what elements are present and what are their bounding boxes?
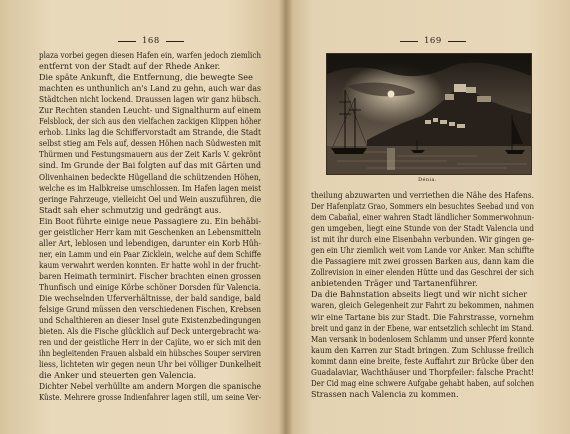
text-line: welche es im Halbkreise umschlossen. Im Hafen lagen meist: [39, 182, 261, 193]
text-line: die Anker und steuerten gen Valencia.: [39, 370, 197, 381]
text-line: Küste. Mehrere grosse Indienfahrer lagen still, um seine Ver-: [39, 392, 261, 403]
left-page-body-text: [39, 50, 261, 404]
left-page-header: [118, 36, 184, 46]
engraving-image: [327, 54, 531, 174]
text-line: baren Heimath terminirt. Fischer brachten einen grossen: [39, 270, 261, 281]
text-line: anbietenden Träger und Tartanenführer.: [311, 278, 478, 289]
text-line: aller Art, leblosen und lebendigen, darunter ein Korb Hüh-: [39, 237, 261, 248]
text-line: Zollrevision in einer elenden Hütte und das Geschrei der sich: [311, 267, 534, 278]
right-page-number: 169: [424, 36, 442, 46]
text-line: und Schalthieren an dieser Insel gute Existenzbedingungen: [39, 315, 261, 326]
text-line: waren, gleich Gelegenheit zur Fahrt zu bekommen, nahmen: [311, 300, 534, 311]
text-line: theilung abzuwarten und verriethen die Nähe des Hafens.: [311, 190, 534, 200]
text-line: Stadt sah eher schmutzig und gedrängt aus.: [39, 204, 222, 215]
text-line: Man versank in bodenlosem Schlamm und unser Pferd konnte: [311, 333, 534, 344]
text-line: breit und ganz in der Ebene, war entsetzlich schlecht im Stand.: [311, 322, 534, 333]
text-line: Olivenhainen bedeckte Hügelland die schützenden Höhen,: [39, 171, 261, 182]
text-line: erhob. Links lag die Schiffervorstadt am Strande, die Stadt: [39, 127, 261, 138]
text-line: liess, lichteten wir gegen neun Uhr bei völliger Dunkelheit: [39, 359, 261, 370]
text-line: Thunfisch und einige Körbe schöner Dorsden für Valencia.: [39, 281, 261, 292]
moon-icon: [388, 91, 395, 98]
text-line: Dichter Nebel verhüllte am andern Morgen die spanische: [39, 381, 261, 392]
text-line: Felsblock, der sich aus den vielfachen zackigen Klippen höher: [39, 116, 261, 127]
header-rule: [448, 41, 466, 42]
harbor-engraving-illustration: [326, 53, 532, 175]
text-line: Thürmen und Festungsmauern aus der Zeit Karls V. gekrönt: [39, 149, 261, 160]
text-line: die Passagiere mit zwei grossen Barken aus, dann kam die: [311, 256, 534, 267]
header-rule: [166, 41, 184, 42]
text-line: entfernt von der Stadt auf der Rhede Anker.: [39, 61, 221, 72]
right-page: [285, 0, 570, 434]
text-line: ger geistlicher Herr kam mit Geschenken an Lebensmitteln: [39, 226, 261, 237]
book-gutter-shadow: [279, 0, 293, 434]
text-line: dem Cabañal, einer wahren Stadt ländlicher Sommerwohnun-: [311, 212, 534, 223]
text-line: Die wechselnden Uferverhältnisse, der bald sandige, bald: [39, 293, 261, 304]
right-page-header: [400, 36, 466, 46]
header-rule: [118, 41, 136, 42]
illustration-caption: Dénia.: [418, 177, 437, 183]
text-line: ihn begleitenden Frauen alsbald ein hübsches Souper serviren: [39, 348, 261, 359]
text-line: Städtchen nicht lockend. Draussen lagen wir ganz hübsch.: [39, 94, 261, 105]
text-line: Ein Boot führte einige neue Passagiere zu. Ein behäbi-: [39, 215, 261, 226]
text-line: wir eine Tartane bis zur Stadt. Die Fahrstrasse, vornehm: [311, 311, 534, 322]
text-line: kaum verwahrt werden konnten. Er hatte wohl in der frucht-: [39, 259, 261, 270]
text-line: Zur Rechten standen Leucht- und Signalthurm auf einem: [39, 105, 261, 116]
header-rule: [400, 41, 418, 42]
text-line: felsige Grund müssen den verschiedenen Fischen, Krebsen: [39, 304, 261, 315]
text-line: ner, ein Lamm und ein Paar Zicklein, welche auf dem Schiffe: [39, 248, 261, 259]
text-line: machten es unthunlich an's Land zu gehn, auch war das: [39, 83, 261, 94]
text-line: sind. Im Grunde der Bai folgten auf das mit Gärten und: [39, 160, 261, 171]
text-line: Da die Bahnstation abseits liegt und wir nicht sicher: [311, 289, 528, 300]
text-line: selbst stieg am Fels auf, dessen Höhen nach Südwesten mit: [39, 138, 261, 149]
text-line: kommt dann eine breite, feste Auffahrt zur Brücke über den: [311, 355, 534, 366]
text-line: Der Hafenplatz Grao, Sommers ein besuchtes Seebad und von: [311, 201, 534, 212]
text-line: ren und der geistliche Herr in der Cajüte, wo er sich mit den: [39, 337, 261, 348]
text-line: plaza vorbei gegen diesen Hafen ein, warfen jedoch ziemlich: [39, 50, 261, 60]
text-line: Strassen nach Valencia zu kommen.: [311, 388, 459, 399]
text-line: Guadalaviar, Wachthäuser und Thorpfeiler: falsche Pracht!: [311, 366, 534, 377]
right-page-body-text: [311, 190, 534, 400]
text-line: gen umgeben, liegt eine Stunde von der Stadt Valencia und: [311, 223, 534, 234]
text-line: gen ein Uhr ziemlich weit vom Lande vor Anker. Man schiffte: [311, 245, 534, 256]
text-line: Der Cid mag eine schwere Aufgabe gehabt haben, auf solchen: [311, 377, 534, 388]
text-line: geringe Fahrzeuge, vielleicht Oel und Wein auszuführen, die: [39, 193, 261, 204]
text-line: bieten. Als die Fische glücklich auf Deck untergebracht wa-: [39, 326, 261, 337]
text-line: kaum den Karren zur Stadt bringen. Zum Schlusse freilich: [311, 344, 534, 355]
text-line: ist mit ihr durch eine Eisenbahn verbunden. Wir gingen ge-: [311, 234, 534, 245]
left-page-number: 168: [142, 36, 160, 46]
text-line: Die späte Ankunft, die Entfernung, die bewegte See: [39, 72, 253, 83]
